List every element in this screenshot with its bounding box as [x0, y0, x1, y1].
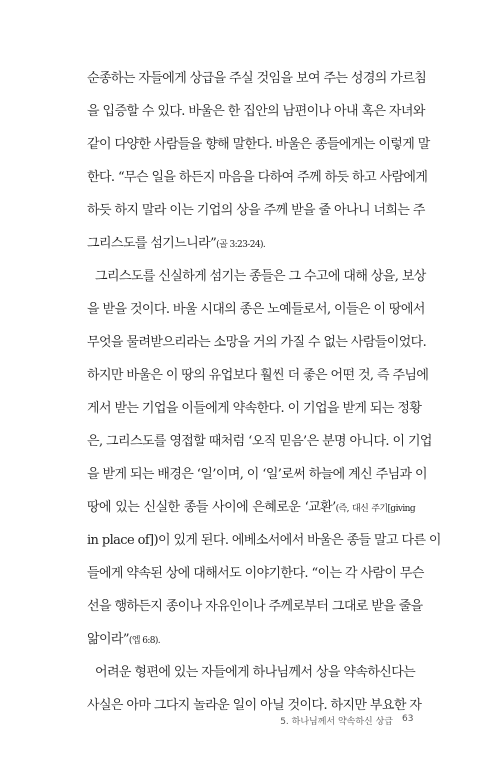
text-line: 을 입증할 수 있다. 바울은 한 집안의 남편이나 아내 혹은 자녀와	[87, 104, 425, 119]
text-line: 한다. “무슨 일을 하든지 마음을 다하여 주께 하듯 하고 사람에게	[87, 170, 428, 185]
scripture-reference: (엡 6:8).	[128, 636, 161, 646]
text-line: 게서 받는 기업을 이들에게 약속한다. 이 기업을 받게 되는 정황	[87, 401, 422, 416]
paragraph-first-line: 그리스도를 신실하게 섬기는 종들은 그 수고에 대해 상을, 보상	[95, 269, 426, 284]
text-line: 선을 행하든지 종이나 자유인이나 주께로부터 그대로 받을 줄을	[87, 599, 423, 614]
text-line: 하듯 하지 말라 이는 기업의 상을 주께 받을 줄 아나니 너희는 주	[87, 203, 425, 218]
text-line: 무엇을 물려받으리라는 소망을 거의 가질 수 없는 사람들이었다.	[87, 335, 427, 350]
text-line: 사실은 아마 그다지 놀라운 일이 아닐 것이다. 하지만 부요한 자	[87, 698, 422, 713]
text-line: 을 받을 것이다. 바울 시대의 종은 노예들로서, 이들은 이 땅에서	[87, 302, 425, 317]
scripture-reference: (골 3:23-24).	[216, 240, 266, 250]
text-line: 하지만 바울은 이 땅의 유업보다 훨씬 더 좋은 어떤 것, 즉 주님에	[87, 368, 429, 383]
text-line: 들에게 약속된 상에 대해서도 이야기한다. “이는 각 사람이 무슨	[87, 566, 424, 581]
line-text: 앎이라”	[87, 632, 129, 647]
page-number: 63	[402, 714, 414, 724]
inline-note: (즉, 대신 주기[giving	[335, 504, 415, 514]
text-line: 은, 그리스도를 영접할 때처럼 ‘오직 믿음’은 분명 아니다. 이 기업	[87, 434, 432, 449]
line-text: 땅에 있는 신실한 종들 사이에 은혜로운 ‘교환’	[87, 500, 336, 515]
line-text: 그리스도를 섬기느니라”	[87, 236, 217, 251]
text-line	[87, 227, 415, 260]
text-line: 같이 다양한 사람들을 향해 말한다. 바울은 종들에게는 이렇게 말	[87, 137, 430, 152]
page-footer	[0, 714, 500, 730]
text-line: 순종하는 자들에게 상급을 주실 것임을 보여 주는 성경의 가르침	[87, 71, 427, 86]
text-line: in place of])이 있게 된다. 에베소서에서 바울은 종들 말고 다른 이	[87, 533, 441, 548]
chapter-title: 5. 하나님께서 약속하신 상급	[280, 717, 393, 727]
text-line	[87, 491, 415, 524]
paragraph-first-line: 어려운 형편에 있는 자들에게 하나님께서 상을 약속하신다는	[95, 665, 416, 680]
text-line: 을 받게 되는 배경은 ‘일’이며, 이 ‘일’로써 하늘에 계신 주님과 이	[87, 467, 427, 482]
page-body	[87, 62, 441, 722]
text-line	[87, 623, 415, 656]
